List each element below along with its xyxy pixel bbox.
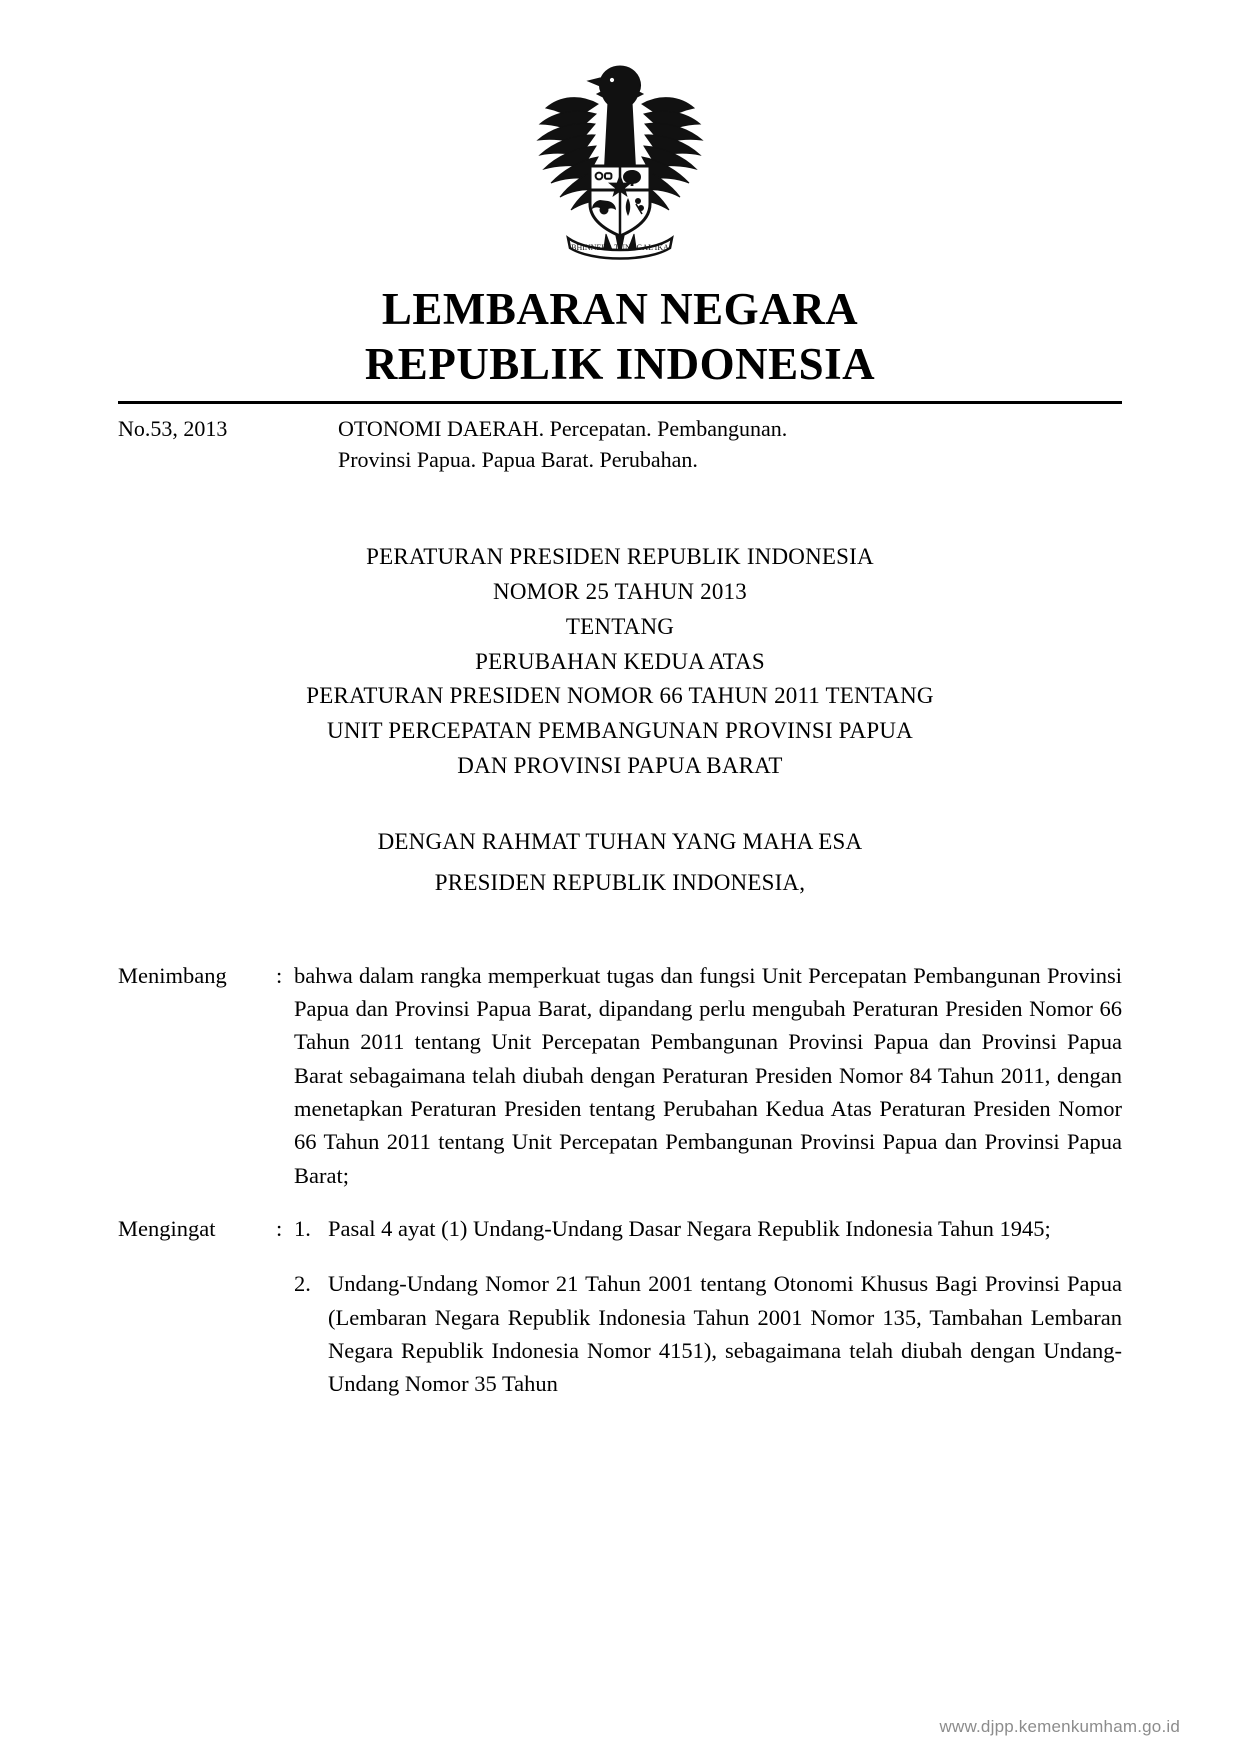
clause-considering-label: Menimbang: [118, 962, 227, 988]
clauses: [118, 959, 1122, 1401]
footer-url: www.djpp.kemenkumham.go.id: [939, 1717, 1180, 1736]
title-line-6: UNIT PERCEPATAN PEMBANGUNAN PROVINSI PAPUA: [327, 718, 913, 744]
list-item: [294, 1267, 1122, 1400]
issue-number: No.53, 2013: [118, 416, 228, 442]
preamble: [118, 822, 1122, 903]
garuda-pancasila-emblem: [520, 58, 720, 263]
list-item-number: 1.: [294, 1215, 311, 1241]
title-line-3: TENTANG: [565, 613, 675, 639]
title-line-7: DAN PROVINSI PAPUA BARAT: [457, 753, 783, 779]
masthead-line-2: REPUBLIK INDONESIA: [364, 339, 876, 390]
issue-line: [118, 413, 1122, 475]
emblem-container: [118, 58, 1122, 273]
title-line-5: PERATURAN PRESIDEN NOMOR 66 TAHUN 2011 TENTANG: [306, 683, 934, 709]
title-line-1: PERATURAN PRESIDEN REPUBLIK INDONESIA: [366, 543, 874, 569]
list-item-text: Pasal 4 ayat (1) Undang-Undang Dasar Negara Republik Indonesia Tahun 1945;: [328, 1215, 1051, 1241]
clause-remembering-list: [294, 1212, 1122, 1400]
list-item-number: 2.: [294, 1271, 311, 1297]
title-line-2: NOMOR 25 TAHUN 2013: [493, 578, 747, 604]
issue-subject-line-1: OTONOMI DAERAH. Percepatan. Pembangunan.: [338, 416, 788, 442]
masthead-divider: [118, 401, 1122, 404]
clause-remembering: [118, 1212, 1122, 1400]
masthead-line-1: LEMBARAN NEGARA: [381, 284, 859, 334]
clause-considering-colon: :: [276, 962, 283, 988]
clause-remembering-colon: :: [276, 1215, 283, 1241]
emblem-motto: BHINNEKA TUNGGAL IKA: [571, 243, 669, 252]
title-line-4: PERUBAHAN KEDUA ATAS: [475, 648, 765, 674]
issue-subject-line-2: Provinsi Papua. Papua Barat. Perubahan.: [338, 447, 698, 473]
masthead: [118, 283, 1122, 391]
clause-considering-text: bahwa dalam rangka memperkuat tugas dan fungsi Unit Percepatan Pembangunan Provinsi Papua dan Provinsi Papua Barat, dipandang perlu mengubah Peraturan Presiden Nomor 66 Tahun 2011 tentang Unit Percepatan Pembangunan Provinsi Papua dan Provinsi Papua Barat sebagaimana telah diubah dengan Peraturan Presiden Nomor 84 Tahun 2011, dengan menetapkan Peraturan Presiden tentang Perubahan Kedua Atas Peraturan Presiden Nomor 66 Tahun 2011 tentang Unit Percepatan Pembangunan Provinsi Papua dan Provinsi Papua Barat;: [294, 962, 1122, 1188]
preamble-line-2: PRESIDEN REPUBLIK INDONESIA,: [434, 869, 806, 895]
clause-remembering-label: Mengingat: [118, 1215, 216, 1241]
list-item-text: Undang-Undang Nomor 21 Tahun 2001 tentang Otonomi Khusus Bagi Provinsi Papua (Lembaran Negara Republik Indonesia Tahun 2001 Nomor 135, Tambahan Lembaran Negara Republik Indonesia Nomor 4151), sebagaimana telah diubah dengan Undang-Undang Nomor 35 Tahun: [328, 1271, 1122, 1397]
issue-subject: [318, 413, 1122, 475]
preamble-line-1: DENGAN RAHMAT TUHAN YANG MAHA ESA: [377, 829, 863, 855]
clause-considering: [118, 959, 1122, 1192]
list-item: [294, 1212, 1122, 1245]
document-title: [118, 540, 1122, 785]
